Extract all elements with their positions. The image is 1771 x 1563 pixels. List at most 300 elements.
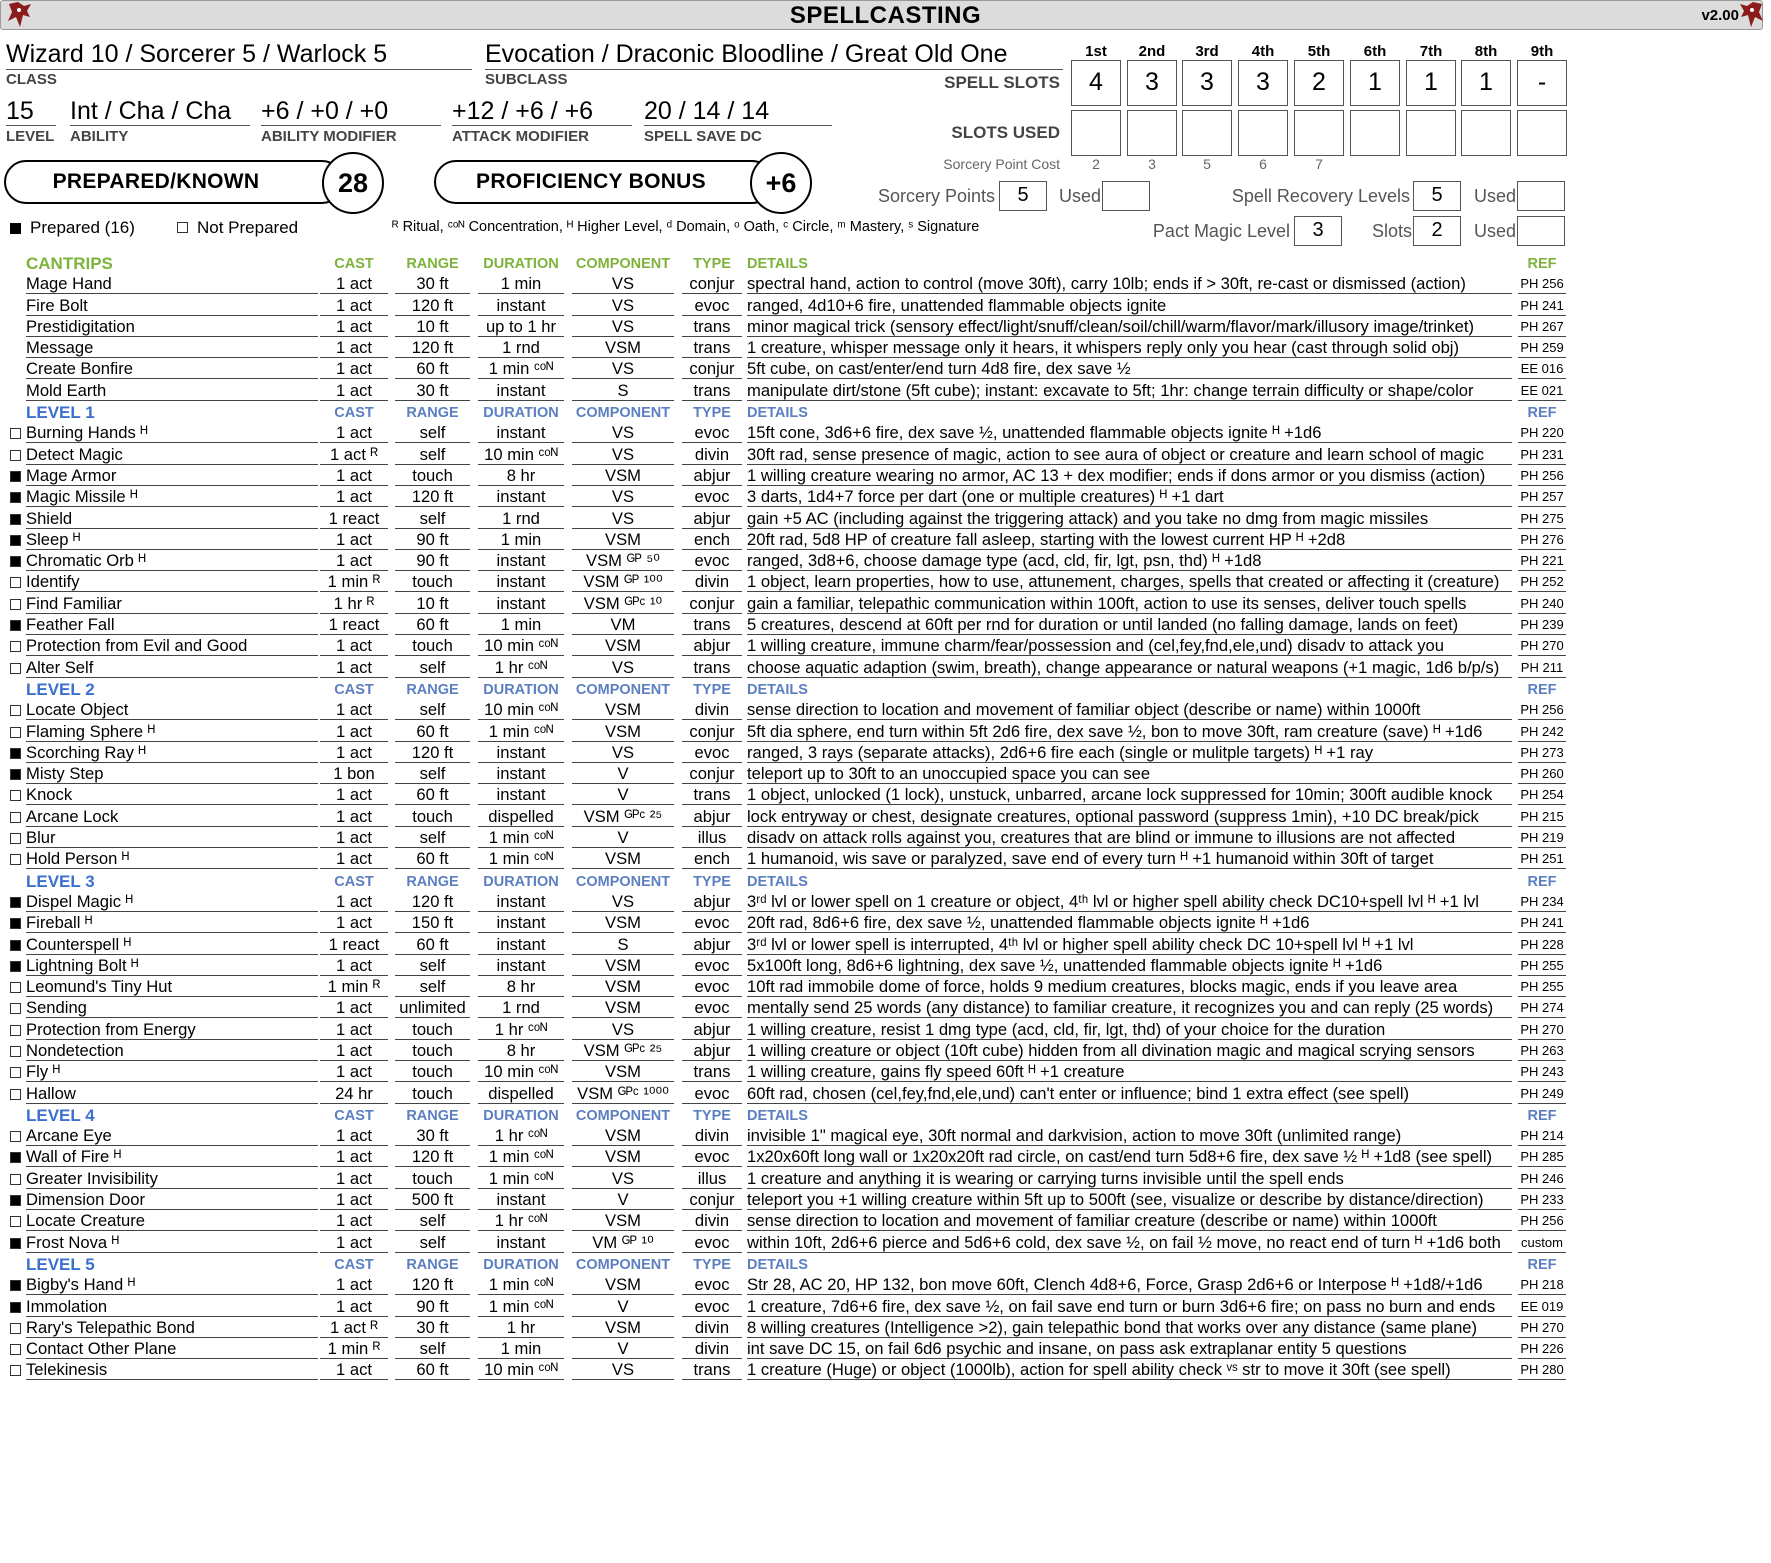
spell-range[interactable]: 60 ft [395, 722, 470, 742]
spell-duration[interactable]: instant [478, 551, 564, 571]
spell-range[interactable]: touch [395, 807, 470, 827]
spell-component[interactable]: VSM [572, 636, 674, 656]
level-field[interactable]: 15 [6, 97, 56, 126]
spell-component[interactable]: VSM [572, 998, 674, 1018]
spell-details[interactable]: 1 object, unlocked (1 lock), unstuck, unbarred, arcane lock suppressed for 10min; 300ft audible knock [747, 785, 1512, 805]
spell-range[interactable]: touch [395, 636, 470, 656]
spell-ref[interactable]: PH 218 [1518, 1275, 1566, 1295]
spell-name[interactable]: Knock [26, 785, 318, 805]
spell-duration[interactable]: 1 hr ᶜᵒᴺ [478, 1126, 564, 1146]
spell-cast[interactable]: 1 act [320, 317, 388, 337]
prepared-checkbox[interactable] [10, 982, 21, 993]
spell-details[interactable]: 5 creatures, descend at 60ft per rnd for duration or until landed (no falling damage, lands on feet) [747, 615, 1512, 635]
spell-range[interactable]: 120 ft [395, 892, 470, 912]
spell-component[interactable]: VS [572, 1020, 674, 1040]
spell-name[interactable]: Mage Hand [26, 274, 318, 294]
spell-ref[interactable]: PH 251 [1518, 849, 1566, 869]
spell-cast[interactable]: 1 act [320, 849, 388, 869]
spell-type[interactable]: trans [682, 1360, 742, 1380]
spell-details[interactable]: 1x20x60ft long wall or 1x20x20ft rad circle, on cast/end turn 5d8+6 fire, dex save ½ ᴴ +1d8 (see spell) [747, 1147, 1512, 1167]
spell-type[interactable]: divin [682, 1318, 742, 1338]
spell-component[interactable]: VS [572, 317, 674, 337]
spell-type[interactable]: trans [682, 658, 742, 678]
prepared-checkbox[interactable] [10, 641, 21, 652]
spell-name[interactable]: Sleep ᴴ [26, 530, 318, 550]
spell-details[interactable]: spectral hand, action to control (move 30ft), carry 10lb; ends if > 30ft, re-cast or dismissed (action) [747, 274, 1512, 294]
spell-component[interactable]: VSM [572, 1318, 674, 1338]
spell-type[interactable]: abjur [682, 1020, 742, 1040]
spell-name[interactable]: Greater Invisibility [26, 1169, 318, 1189]
spell-ref[interactable]: PH 267 [1518, 317, 1566, 337]
spell-duration[interactable]: 10 min ᶜᵒᴺ [478, 445, 564, 465]
spell-details[interactable]: Str 28, AC 20, HP 132, bon move 60ft, Clench 4d8+6, Force, Grasp 2d6+6 or Interpose ᴴ +1d8/+1d6 [747, 1275, 1512, 1295]
spell-ref[interactable]: PH 256 [1518, 1211, 1566, 1231]
spell-cast[interactable]: 1 act [320, 1041, 388, 1061]
spell-type[interactable]: evoc [682, 1233, 742, 1253]
spell-cast[interactable]: 1 act [320, 1190, 388, 1210]
spell-component[interactable]: VSM ᴳᴾᶜ ²⁵ [572, 1041, 674, 1061]
prepared-checkbox[interactable] [10, 1280, 21, 1291]
spell-ref[interactable]: PH 270 [1518, 1318, 1566, 1338]
spell-duration[interactable]: 1 min ᶜᵒᴺ [478, 828, 564, 848]
pact-magic-level-field[interactable]: 3 [1294, 216, 1342, 246]
spell-ref[interactable]: PH 256 [1518, 466, 1566, 486]
spell-range[interactable]: 30 ft [395, 381, 470, 401]
spell-component[interactable]: VS [572, 359, 674, 379]
spell-name[interactable]: Hallow [26, 1084, 318, 1104]
spell-details[interactable]: 1 creature, 7d6+6 fire, dex save ½, on fail save end turn or burn 3d6+6 fire; on pass no burn and ends [747, 1297, 1512, 1317]
spell-name[interactable]: Message [26, 338, 318, 358]
spell-type[interactable]: trans [682, 317, 742, 337]
spell-details[interactable]: 10ft rad immobile dome of force, holds 9 medium creatures, blocks magic, ends if you leave area [747, 977, 1512, 997]
spell-details[interactable]: 1 willing creature or object (10ft cube) hidden from all divination magic and magical scrying sensors [747, 1041, 1512, 1061]
spell-range[interactable]: self [395, 828, 470, 848]
spell-cast[interactable]: 1 min ᴿ [320, 977, 388, 997]
spell-slot-box[interactable]: 3 [1238, 60, 1288, 106]
spell-type[interactable]: ench [682, 849, 742, 869]
prepared-checkbox[interactable] [10, 514, 21, 525]
spell-range[interactable]: 120 ft [395, 1275, 470, 1295]
spell-ref[interactable]: PH 219 [1518, 828, 1566, 848]
spell-name[interactable]: Create Bonfire [26, 359, 318, 379]
spell-ref[interactable]: EE 016 [1518, 359, 1566, 379]
spell-duration[interactable]: 1 min ᶜᵒᴺ [478, 1297, 564, 1317]
ability-field[interactable]: Int / Cha / Cha [70, 97, 250, 126]
spell-cast[interactable]: 1 act [320, 381, 388, 401]
spell-type[interactable]: illus [682, 1169, 742, 1189]
spell-duration[interactable]: instant [478, 743, 564, 763]
spell-duration[interactable]: up to 1 hr [478, 317, 564, 337]
spell-duration[interactable]: instant [478, 956, 564, 976]
prepared-checkbox[interactable] [10, 535, 21, 546]
spell-cast[interactable]: 1 act [320, 1062, 388, 1082]
spell-cast[interactable]: 1 act [320, 956, 388, 976]
spell-duration[interactable]: instant [478, 1190, 564, 1210]
spell-ref[interactable]: PH 259 [1518, 338, 1566, 358]
spell-details[interactable]: sense direction to location and movement of familiar object (describe or name) within 1000ft [747, 700, 1512, 720]
spell-type[interactable]: illus [682, 828, 742, 848]
spell-type[interactable]: evoc [682, 1275, 742, 1295]
spell-duration[interactable]: 1 rnd [478, 338, 564, 358]
spell-component[interactable]: V [572, 785, 674, 805]
prepared-checkbox[interactable] [10, 428, 21, 439]
spell-component[interactable]: VSM ᴳᴾᶜ ¹⁰ [572, 594, 674, 614]
spell-ref[interactable]: PH 285 [1518, 1147, 1566, 1167]
spell-component[interactable]: VSM ᴳᴾᶜ ²⁵ [572, 807, 674, 827]
spell-details[interactable]: mentally send 25 words (any distance) to familiar creature, it recognizes you and can reply (25 words) [747, 998, 1512, 1018]
spell-ref[interactable]: PH 220 [1518, 423, 1566, 443]
spell-type[interactable]: divin [682, 572, 742, 592]
spell-slot-box[interactable]: - [1517, 60, 1567, 106]
spell-details[interactable]: 5x100ft long, 8d6+6 lightning, dex save ½, unattended flammable objects ignite ᴴ +1d6 [747, 956, 1512, 976]
spell-cast[interactable]: 1 react [320, 935, 388, 955]
spell-cast[interactable]: 1 act [320, 658, 388, 678]
spell-details[interactable]: 1 creature (Huge) or object (1000lb), action for spell ability check ᵛˢ str to move it 30ft (see spell) [747, 1360, 1512, 1380]
spell-duration[interactable]: 1 hr ᶜᵒᴺ [478, 1020, 564, 1040]
spell-name[interactable]: Lightning Bolt ᴴ [26, 956, 318, 976]
prepared-checkbox[interactable] [10, 727, 21, 738]
spell-component[interactable]: VSM ᴳᴾ ⁵⁰ [572, 551, 674, 571]
spell-type[interactable]: conjur [682, 359, 742, 379]
spell-range[interactable]: 120 ft [395, 487, 470, 507]
spell-range[interactable]: 120 ft [395, 743, 470, 763]
spell-cast[interactable]: 1 act [320, 743, 388, 763]
spell-type[interactable]: evoc [682, 1297, 742, 1317]
spell-name[interactable]: Mage Armor [26, 466, 318, 486]
spell-ref[interactable]: PH 226 [1518, 1339, 1566, 1359]
spell-type[interactable]: divin [682, 1339, 742, 1359]
prepared-checkbox[interactable] [10, 1238, 21, 1249]
spell-cast[interactable]: 1 act [320, 466, 388, 486]
prepared-checkbox[interactable] [10, 1365, 21, 1376]
spell-ref[interactable]: PH 241 [1518, 913, 1566, 933]
spell-cast[interactable]: 1 act [320, 828, 388, 848]
spell-range[interactable]: 500 ft [395, 1190, 470, 1210]
spell-details[interactable]: gain a familiar, telepathic communication within 100ft, action to use its senses, deliver touch spells [747, 594, 1512, 614]
spell-type[interactable]: evoc [682, 743, 742, 763]
spell-duration[interactable]: instant [478, 913, 564, 933]
spell-ref[interactable]: PH 275 [1518, 509, 1566, 529]
pact-used-field[interactable] [1517, 216, 1565, 246]
spell-name[interactable]: Leomund's Tiny Hut [26, 977, 318, 997]
spell-range[interactable]: touch [395, 466, 470, 486]
spell-range[interactable]: self [395, 1211, 470, 1231]
spell-ref[interactable]: PH 240 [1518, 594, 1566, 614]
spell-details[interactable]: 1 creature, whisper message only it hears, it whispers reply only you hear (cast through solid obj) [747, 338, 1512, 358]
spell-ref[interactable]: PH 215 [1518, 807, 1566, 827]
spell-component[interactable]: VS [572, 274, 674, 294]
spell-duration[interactable]: instant [478, 296, 564, 316]
spell-duration[interactable]: 1 rnd [478, 509, 564, 529]
spell-ref[interactable]: PH 249 [1518, 1084, 1566, 1104]
spell-duration[interactable]: 1 min ᶜᵒᴺ [478, 1147, 564, 1167]
spell-ref[interactable]: PH 257 [1518, 487, 1566, 507]
spell-details[interactable]: 3ʳᵈ lvl or lower spell on 1 creature or object, 4ᵗʰ lvl or higher spell ability check DC10+spell lvl ᴴ +1 lvl [747, 892, 1512, 912]
prepared-checkbox[interactable] [10, 471, 21, 482]
slot-used-box[interactable] [1461, 110, 1511, 156]
spell-ref[interactable]: PH 273 [1518, 743, 1566, 763]
spell-type[interactable]: evoc [682, 913, 742, 933]
recovery-used-field[interactable] [1517, 181, 1565, 211]
spell-type[interactable]: divin [682, 1211, 742, 1231]
spell-duration[interactable]: 1 hr ᶜᵒᴺ [478, 1211, 564, 1231]
prepared-checkbox[interactable] [10, 1302, 21, 1313]
prepared-checkbox[interactable] [10, 1152, 21, 1163]
spell-details[interactable]: within 10ft, 2d6+6 pierce and 5d6+6 cold, dex save ½, on fail ½ move, no react end of turn ᴴ +1d6 both [747, 1233, 1512, 1253]
spell-component[interactable]: VSM [572, 1126, 674, 1146]
spell-type[interactable]: trans [682, 338, 742, 358]
spell-component[interactable]: VS [572, 487, 674, 507]
spell-details[interactable]: 1 humanoid, wis save or paralyzed, save end of every turn ᴴ +1 humanoid within 30ft of target [747, 849, 1512, 869]
spell-cast[interactable]: 1 min ᴿ [320, 572, 388, 592]
spell-details[interactable]: lock entryway or chest, designate creatures, optional password (suppress 1min), +10 DC break/pick [747, 807, 1512, 827]
spell-slot-box[interactable]: 2 [1294, 60, 1344, 106]
spell-name[interactable]: Sending [26, 998, 318, 1018]
spell-range[interactable]: touch [395, 572, 470, 592]
spell-duration[interactable]: instant [478, 423, 564, 443]
spell-ref[interactable]: PH 239 [1518, 615, 1566, 635]
prepared-checkbox[interactable] [10, 492, 21, 503]
spell-range[interactable]: self [395, 700, 470, 720]
spell-ref[interactable]: PH 214 [1518, 1126, 1566, 1146]
spell-name[interactable]: Dispel Magic ᴴ [26, 892, 318, 912]
prepared-checkbox[interactable] [10, 1131, 21, 1142]
proficiency-bonus-value[interactable]: +6 [750, 152, 812, 214]
spell-ref[interactable]: PH 221 [1518, 551, 1566, 571]
spell-duration[interactable]: 1 min [478, 1339, 564, 1359]
spell-details[interactable]: 1 willing creature, gains fly speed 60ft ᴴ +1 creature [747, 1062, 1512, 1082]
spell-type[interactable]: evoc [682, 296, 742, 316]
spell-details[interactable]: teleport up to 30ft to an unoccupied space you can see [747, 764, 1512, 784]
prepared-checkbox[interactable] [10, 854, 21, 865]
spell-range[interactable]: 90 ft [395, 551, 470, 571]
spell-duration[interactable]: dispelled [478, 1084, 564, 1104]
spell-name[interactable]: Blur [26, 828, 318, 848]
spell-duration[interactable]: 1 min [478, 274, 564, 294]
spell-slot-box[interactable]: 4 [1071, 60, 1121, 106]
prepared-checkbox[interactable] [10, 1344, 21, 1355]
spell-type[interactable]: abjur [682, 636, 742, 656]
spell-name[interactable]: Chromatic Orb ᴴ [26, 551, 318, 571]
spell-type[interactable]: trans [682, 381, 742, 401]
spell-name[interactable]: Contact Other Plane [26, 1339, 318, 1359]
spell-name[interactable]: Misty Step [26, 764, 318, 784]
spell-duration[interactable]: dispelled [478, 807, 564, 827]
spell-details[interactable]: sense direction to location and movement of familiar creature (describe or name) within 1000ft [747, 1211, 1512, 1231]
spell-duration[interactable]: 8 hr [478, 1041, 564, 1061]
spell-slot-box[interactable]: 1 [1461, 60, 1511, 106]
spell-ref[interactable]: PH 211 [1518, 658, 1566, 678]
spell-component[interactable]: VSM [572, 849, 674, 869]
prepared-checkbox[interactable] [10, 663, 21, 674]
spell-duration[interactable]: 10 min ᶜᵒᴺ [478, 1360, 564, 1380]
spell-ref[interactable]: PH 270 [1518, 1020, 1566, 1040]
spell-type[interactable]: conjur [682, 722, 742, 742]
spell-name[interactable]: Scorching Ray ᴴ [26, 743, 318, 763]
spell-range[interactable]: 10 ft [395, 594, 470, 614]
spell-ref[interactable]: PH 246 [1518, 1169, 1566, 1189]
spell-details[interactable]: 5ft cube, on cast/enter/end turn 4d8 fire, dex save ½ [747, 359, 1512, 379]
spell-cast[interactable]: 1 act [320, 1169, 388, 1189]
spell-component[interactable]: V [572, 1339, 674, 1359]
spell-component[interactable]: VSM ᴳᴾ ¹⁰⁰ [572, 572, 674, 592]
spell-cast[interactable]: 1 act [320, 1275, 388, 1295]
sorcery-points-field[interactable]: 5 [999, 181, 1047, 211]
spell-type[interactable]: divin [682, 445, 742, 465]
spell-range[interactable]: 60 ft [395, 785, 470, 805]
spell-name[interactable]: Fireball ᴴ [26, 913, 318, 933]
spell-type[interactable]: evoc [682, 977, 742, 997]
spell-name[interactable]: Magic Missile ᴴ [26, 487, 318, 507]
slot-used-box[interactable] [1350, 110, 1400, 156]
prepared-checkbox[interactable] [10, 705, 21, 716]
spell-type[interactable]: conjur [682, 274, 742, 294]
sorcery-used-field[interactable] [1102, 181, 1150, 211]
spell-name[interactable]: Flaming Sphere ᴴ [26, 722, 318, 742]
spell-details[interactable]: 1 willing creature, resist 1 dmg type (acd, cld, fir, lgt, thd) of your choice for the duration [747, 1020, 1512, 1040]
spell-duration[interactable]: instant [478, 487, 564, 507]
spell-name[interactable]: Telekinesis [26, 1360, 318, 1380]
spell-range[interactable]: 90 ft [395, 530, 470, 550]
spell-range[interactable]: 60 ft [395, 359, 470, 379]
spell-duration[interactable]: 1 min ᶜᵒᴺ [478, 849, 564, 869]
spell-component[interactable]: VSM [572, 722, 674, 742]
spell-name[interactable]: Protection from Energy [26, 1020, 318, 1040]
spell-slot-box[interactable]: 1 [1350, 60, 1400, 106]
spell-duration[interactable]: instant [478, 785, 564, 805]
spell-ref[interactable]: PH 242 [1518, 722, 1566, 742]
prepared-checkbox[interactable] [10, 769, 21, 780]
spell-cast[interactable]: 1 act [320, 423, 388, 443]
spell-details[interactable]: 1 creature and anything it is wearing or carrying turns invisible until the spell ends [747, 1169, 1512, 1189]
prepared-checkbox[interactable] [10, 748, 21, 759]
spell-type[interactable]: trans [682, 785, 742, 805]
spell-cast[interactable]: 1 act [320, 1297, 388, 1317]
spell-duration[interactable]: instant [478, 935, 564, 955]
spell-component[interactable]: VS [572, 658, 674, 678]
spell-cast[interactable]: 1 act [320, 998, 388, 1018]
spell-ref[interactable]: PH 241 [1518, 296, 1566, 316]
spell-component[interactable]: VSM [572, 977, 674, 997]
spell-range[interactable]: 60 ft [395, 615, 470, 635]
attack-modifier-field[interactable]: +12 / +6 / +6 [452, 97, 632, 126]
subclass-field[interactable]: Evocation / Draconic Bloodline / Great Old One [485, 40, 1063, 70]
spell-component[interactable]: VS [572, 743, 674, 763]
spell-ref[interactable]: PH 256 [1518, 274, 1566, 294]
spell-details[interactable]: 1 willing creature wearing no armor, AC 13 + dex modifier; ends if dons armor or you dismiss (action) [747, 466, 1512, 486]
prepared-checkbox[interactable] [10, 1089, 21, 1100]
spell-details[interactable]: gain +5 AC (including against the triggering attack) and you take no dmg from magic missiles [747, 509, 1512, 529]
spell-details[interactable]: choose aquatic adaption (swim, breath), change appearance or natural weapons (+1 magic, 1d6 b/p/s) [747, 658, 1512, 678]
spell-slot-box[interactable]: 3 [1127, 60, 1177, 106]
spell-details[interactable]: 60ft rad, chosen (cel,fey,fnd,ele,und) can't enter or influence; bind 1 extra effect (see spell) [747, 1084, 1512, 1104]
spell-ref[interactable]: PH 228 [1518, 935, 1566, 955]
slot-used-box[interactable] [1127, 110, 1177, 156]
spell-cast[interactable]: 1 act ᴿ [320, 445, 388, 465]
spell-type[interactable]: abjur [682, 892, 742, 912]
prepared-checkbox[interactable] [10, 1003, 21, 1014]
spell-duration[interactable]: 10 min ᶜᵒᴺ [478, 636, 564, 656]
spell-cast[interactable]: 1 act [320, 1147, 388, 1167]
spell-range[interactable]: 120 ft [395, 1147, 470, 1167]
spell-name[interactable]: Detect Magic [26, 445, 318, 465]
spell-name[interactable]: Immolation [26, 1297, 318, 1317]
spell-type[interactable]: evoc [682, 551, 742, 571]
spell-cast[interactable]: 1 act [320, 1360, 388, 1380]
spell-name[interactable]: Counterspell ᴴ [26, 935, 318, 955]
spell-details[interactable]: 30ft rad, sense presence of magic, action to see aura of object or creature and learn school of magic [747, 445, 1512, 465]
spell-cast[interactable]: 24 hr [320, 1084, 388, 1104]
spell-component[interactable]: V [572, 764, 674, 784]
spell-range[interactable]: self [395, 1339, 470, 1359]
spell-duration[interactable]: 1 rnd [478, 998, 564, 1018]
spell-type[interactable]: abjur [682, 807, 742, 827]
spell-type[interactable]: conjur [682, 764, 742, 784]
spell-range[interactable]: unlimited [395, 998, 470, 1018]
spell-name[interactable]: Fly ᴴ [26, 1062, 318, 1082]
prepared-checkbox[interactable] [10, 833, 21, 844]
spell-ref[interactable]: PH 243 [1518, 1062, 1566, 1082]
spell-range[interactable]: touch [395, 1169, 470, 1189]
prepared-checkbox[interactable] [10, 1067, 21, 1078]
spell-duration[interactable]: instant [478, 572, 564, 592]
spell-component[interactable]: VM [572, 615, 674, 635]
prepared-checkbox[interactable] [10, 450, 21, 461]
spell-duration[interactable]: instant [478, 892, 564, 912]
spell-component[interactable]: VS [572, 1169, 674, 1189]
spell-range[interactable]: self [395, 445, 470, 465]
spell-ref[interactable]: PH 231 [1518, 445, 1566, 465]
prepared-checkbox[interactable] [10, 812, 21, 823]
spell-name[interactable]: Burning Hands ᴴ [26, 423, 318, 443]
spell-range[interactable]: self [395, 764, 470, 784]
spell-range[interactable]: touch [395, 1084, 470, 1104]
spell-type[interactable]: trans [682, 615, 742, 635]
spell-name[interactable]: Bigby's Hand ᴴ [26, 1275, 318, 1295]
spell-range[interactable]: self [395, 956, 470, 976]
spell-range[interactable]: 30 ft [395, 1318, 470, 1338]
spell-name[interactable]: Prestidigitation [26, 317, 318, 337]
spell-component[interactable]: S [572, 381, 674, 401]
spell-range[interactable]: 120 ft [395, 296, 470, 316]
spell-cast[interactable]: 1 act [320, 274, 388, 294]
spell-ref[interactable]: PH 276 [1518, 530, 1566, 550]
spell-cast[interactable]: 1 act [320, 722, 388, 742]
spell-duration[interactable]: 1 min ᶜᵒᴺ [478, 359, 564, 379]
spell-type[interactable]: conjur [682, 1190, 742, 1210]
spell-name[interactable]: Arcane Eye [26, 1126, 318, 1146]
spell-component[interactable]: VS [572, 423, 674, 443]
spell-name[interactable]: Feather Fall [26, 615, 318, 635]
spell-details[interactable]: manipulate dirt/stone (5ft cube); instant: excavate to 5ft; 1hr: change terrain difficulty or shape/color [747, 381, 1512, 401]
spell-component[interactable]: V [572, 828, 674, 848]
prepared-checkbox[interactable] [10, 620, 21, 631]
prepared-known-value[interactable]: 28 [322, 152, 384, 214]
spell-cast[interactable]: 1 act ᴿ [320, 1318, 388, 1338]
spell-range[interactable]: touch [395, 1020, 470, 1040]
spell-component[interactable]: S [572, 935, 674, 955]
prepared-checkbox[interactable] [10, 1323, 21, 1334]
spell-type[interactable]: divin [682, 700, 742, 720]
spell-range[interactable]: 120 ft [395, 338, 470, 358]
spell-duration[interactable]: instant [478, 381, 564, 401]
spell-slot-box[interactable]: 1 [1406, 60, 1456, 106]
spell-type[interactable]: divin [682, 1126, 742, 1146]
spell-cast[interactable]: 1 hr ᴿ [320, 594, 388, 614]
spell-cast[interactable]: 1 act [320, 892, 388, 912]
spell-cast[interactable]: 1 act [320, 700, 388, 720]
spell-ref[interactable]: PH 254 [1518, 785, 1566, 805]
